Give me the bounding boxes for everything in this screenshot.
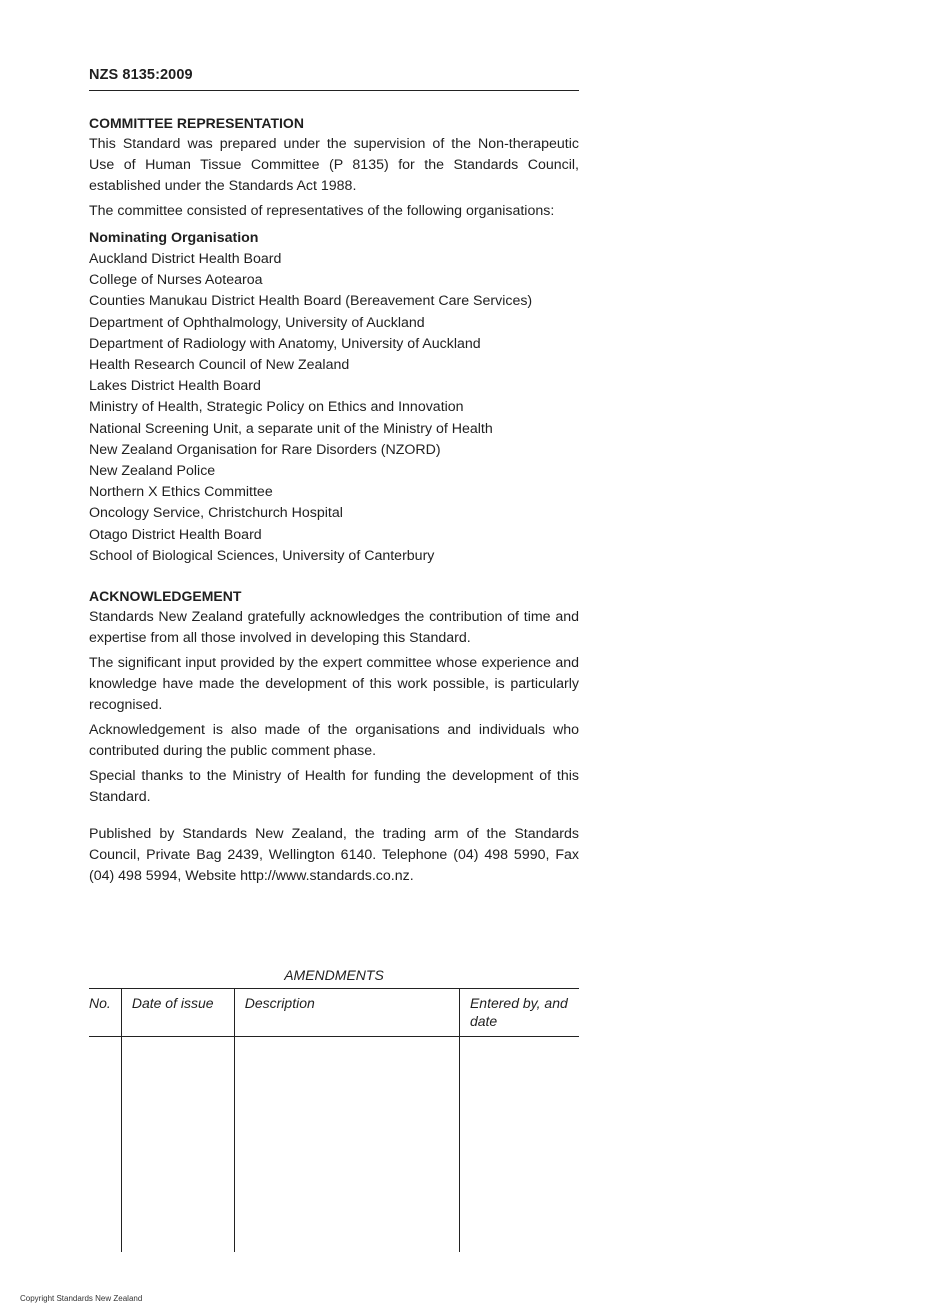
column-header-description: Description — [234, 989, 459, 1037]
list-item: Oncology Service, Christchurch Hospital — [89, 505, 343, 522]
list-item: Otago District Health Board — [89, 526, 262, 543]
column-header-no: No. — [89, 989, 121, 1037]
list-item: Department of Radiology with Anatomy, University of Auckland — [89, 335, 481, 352]
list-item: College of Nurses Aotearoa — [89, 272, 263, 289]
table-header-row — [89, 989, 579, 1037]
list-item: Counties Manukau District Health Board (Bereavement Care Services) — [89, 293, 533, 310]
acknowledgement-paragraph: The significant input provided by the expert committee whose experience and knowledge have made the development of this work possible, is particularly recognised. — [89, 655, 579, 714]
list-item: Department of Ophthalmology, University of Auckland — [89, 314, 425, 331]
document-header — [89, 64, 579, 91]
table-cell — [121, 1037, 234, 1253]
committee-heading: COMMITTEE REPRESENTATION — [89, 115, 304, 131]
list-item: School of Biological Sciences, University of Canterbury — [89, 547, 435, 564]
committee-consisted: The committee consisted of representatives of the following organisations: — [89, 203, 555, 219]
copyright-notice: Copyright Standards New Zealand — [20, 1294, 143, 1303]
committee-section — [89, 113, 579, 567]
table-cell — [459, 1037, 579, 1253]
amendments-section — [89, 965, 579, 1252]
column-header-date-of-issue: Date of issue — [121, 989, 234, 1037]
list-item: Northern X Ethics Committee — [89, 484, 273, 501]
main-content — [89, 113, 579, 891]
amendments-table — [89, 988, 579, 1252]
list-item: Lakes District Health Board — [89, 378, 261, 395]
acknowledgement-paragraph: Acknowledgement is also made of the organisations and individuals who contributed during the public comment phase. — [89, 722, 579, 760]
list-item: New Zealand Organisation for Rare Disorders (NZORD) — [89, 441, 441, 458]
committee-intro: This Standard was prepared under the supervision of the Non-therapeutic Use of Human Tissue Committee (P 8135) for the Standards Council, established under the Standards Act 1988. — [89, 136, 579, 194]
organisation-list — [89, 249, 579, 567]
acknowledgement-section — [89, 586, 579, 808]
publisher-statement: Published by Standards New Zealand, the trading arm of the Standards Council, Private Bag 2439, Wellington 6140. Telephone (04) 498 5990, Fax (04) 498 5994, Website http://www.standards.co.nz. — [89, 826, 579, 885]
acknowledgement-paragraph: Special thanks to the Ministry of Health for funding the development of this Standard. — [89, 768, 579, 806]
table-cell — [234, 1037, 459, 1253]
document-id: NZS 8135:2009 — [89, 67, 193, 83]
table-row — [89, 1037, 579, 1253]
list-item: Health Research Council of New Zealand — [89, 357, 350, 374]
list-item: New Zealand Police — [89, 463, 216, 480]
acknowledgement-paragraph: Standards New Zealand gratefully acknowledges the contribution of time and expertise from all those involved in developing this Standard. — [89, 609, 579, 647]
list-item: National Screening Unit, a separate unit of the Ministry of Health — [89, 420, 493, 437]
amendments-title: AMENDMENTS — [284, 967, 384, 983]
column-header-entered-by: Entered by, and date — [459, 989, 579, 1037]
list-item: Ministry of Health, Strategic Policy on Ethics and Innovation — [89, 399, 464, 416]
list-item: Auckland District Health Board — [89, 251, 282, 267]
nominating-organisation-heading: Nominating Organisation — [89, 230, 259, 246]
acknowledgement-heading: ACKNOWLEDGEMENT — [89, 588, 242, 605]
table-cell — [89, 1037, 121, 1253]
